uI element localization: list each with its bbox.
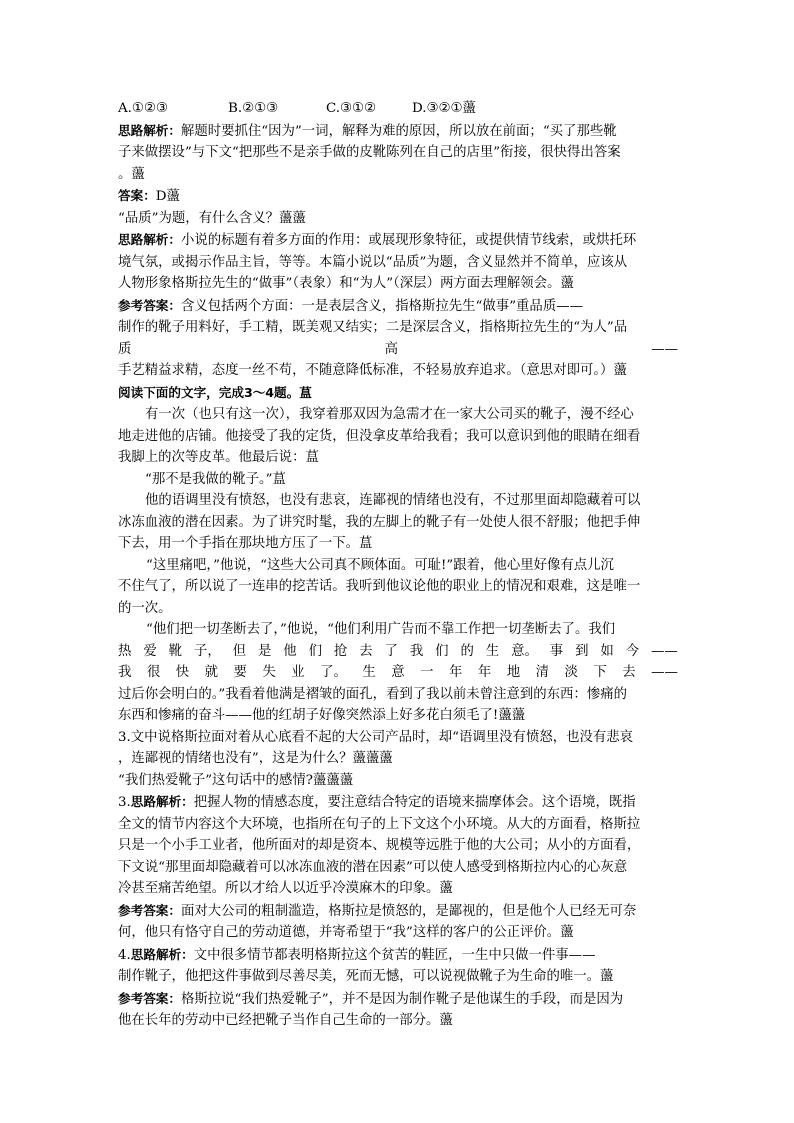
document-page (118, 98, 678, 1032)
passage-p1-line-3: 我脚上的次等皮革。他最后说：蒀 (118, 450, 319, 465)
answer-4-reference-line-2: 他在长年的劳动中已经把靴子当作自己生命的一部分。蘯 (118, 1013, 453, 1028)
spread-glyph: 业 (291, 665, 305, 680)
spread-glyph: 一 (420, 665, 434, 680)
option-d: D.③②①蘯 (412, 101, 476, 116)
spread-glyph: 爱 (143, 643, 157, 659)
answer-4-reference-line-1: 参考答案：格斯拉说“我们热爱靴子”，并不是因为制作靴子是他谋生的手段，而是因为 (118, 990, 624, 1007)
spread-glyph: 清 (535, 665, 550, 680)
answer-label: 答案： (118, 188, 156, 203)
spread-glyph: 很 (146, 665, 161, 680)
spread-glyph: 但 (232, 643, 247, 659)
spread-glyph: 就 (204, 665, 219, 680)
passage-p5-line-5: 东西和惨痛的奋斗——他的红胡子好像突然添上好多花白须毛了!蘯蘯 (118, 708, 526, 723)
spread-glyph: 年 (449, 665, 463, 680)
analysis-text: 小说的标题有着多方面的作用：或展现形象特征，或提供情节线索，或烘托环 (180, 233, 637, 248)
passage-p5-line-1: “他们把一切垄断去了，”他说，“他们利用广告而不靠工作把一切垄断去了。我们 (146, 622, 616, 637)
spread-glyph: 淡 (564, 665, 578, 680)
spread-glyph: 们 (435, 643, 449, 659)
spread-glyph: 要 (233, 665, 247, 680)
spread-glyph: 意。 (511, 643, 538, 659)
spread-glyph: —— (651, 665, 678, 680)
title-analysis-line-1 (118, 229, 678, 252)
spread-glyph: 到 (575, 643, 589, 659)
question-3-line-2: ，连鄙视的情绪也没有”，这是为什么？蘯蘯蘯 (118, 751, 393, 766)
answer-3-analysis-line-1: 3.思路解析：把握人物的情感态度，要注意结合特定的语境来揣摩体会。这个语境，既指 (118, 794, 636, 810)
spread-glyph: 年 (477, 665, 492, 680)
passage-p1-line-2: 地走进他的店铺。他接受了我的定货，但没拿皮革给我看；我可以意识到他的眼睛在细看 (118, 428, 641, 444)
title-analysis-line-2: 境气氛，或揭示作品主旨，等等。本篇小说以“品质”为题，含义显然并不简单，应该从 (118, 254, 628, 270)
spread-glyph: 抢 (333, 643, 348, 659)
title-answer-line-3: 质 高 —— (118, 341, 678, 357)
answer-3-analysis-line-3: 只是一个小手工业者，他所面对的却是资本、规模等远胜于他的大公司；从小的方面看， (118, 838, 641, 853)
passage-p3-line-1: 他的语调里没有愤怒，也没有悲哀，连鄙视的情绪也没有，不过那里面却隐藏着可以 (145, 493, 641, 508)
analysis-text: 解题时要抓住“因为”一词，解释为难的原因，所以放在前面；“买了那些靴 (180, 123, 617, 139)
passage-p2: “那不是我做的靴子。”蒀 (145, 471, 286, 487)
analysis-label: 思路解析： (130, 794, 194, 809)
passage-p4-line-2: 不住气了，所以说了一连串的挖苦话。我听到他议论他的职业上的情况和艰难，这是唯一 (118, 579, 641, 594)
spread-glyph: 是 (257, 643, 272, 659)
spread-glyph: 如 (600, 643, 614, 659)
option-b: B.②①③ (228, 101, 279, 116)
reference-answer-label: 参考答案： (118, 297, 181, 313)
spread-glyph: 生 (362, 665, 376, 680)
analysis-label: 思路解析： (118, 232, 181, 247)
passage-p3-line-2: 冰冻血液的潜在因素。为了讲究时髦，我的左脚上的靴子有一处使人很不舒服；他把手伸 (118, 514, 641, 530)
answer-3-analysis-line-2: 全文的情节内容这个大环境，也指所在句子的上下文这个小环境。从大的方面看，格斯拉 (118, 816, 641, 832)
question-4: “我们热爱靴子”这句话中的感情?蘯蘯蘯 (118, 772, 354, 788)
spread-glyph: 地 (506, 665, 521, 680)
answer-3-analysis-line-5: 冷甚至痛苦绝望。所以才给人以近乎冷漠麻木的印象。蘯 (118, 881, 453, 896)
answer-4-analysis-line-1: 4.思路解析：文中很多情节都表明格斯拉这个贫苦的鞋匠，一生中只做一件事—— (118, 946, 596, 963)
order-analysis-line-3: 。蘯 (118, 166, 145, 182)
passage-p5-line-3 (118, 662, 678, 684)
answer-3-reference-line-1: 参考答案：面对大公司的粗制滥造，格斯拉是愤怒的，是鄙视的，但是他个人已经无可奈 (118, 902, 637, 919)
reading-prompt: 阅读下面的文字，完成3～4题。蒀 (118, 384, 312, 400)
title-answer-line-4: 手艺精益求精，态度一丝不苟，不随意降低标准，不轻易放弃追求。（意思对即可。）蘯 (118, 363, 627, 378)
spread-glyph: 今 (625, 643, 640, 659)
spread-glyph: 失 (262, 665, 276, 680)
spread-glyph: 生 (485, 643, 500, 659)
spread-glyph: 去 (359, 643, 373, 659)
spread-glyph: 下 (593, 665, 607, 680)
title-analysis-line-3: 人物形象格斯拉先生的“做事”（表象）和“为人”（深层）两方面去理解领会。蘯 (118, 276, 574, 291)
spread-glyph: 意 (391, 665, 405, 680)
reference-answer-label: 参考答案： (118, 902, 181, 918)
spread-glyph: 子， (193, 643, 221, 659)
passage-p4-line-3: 的一次。 (118, 600, 172, 616)
options-line (118, 98, 678, 120)
spread-glyph: 们 (308, 643, 322, 659)
order-analysis-line-2: 子来做摆设”与下文“把那些不是亲手做的皮靴陈列在自己的店里”衔接，很快得出答案 (118, 145, 621, 160)
spread-glyph: 的 (460, 643, 474, 659)
reference-answer-label: 参考答案： (118, 990, 181, 1006)
title-answer-line-2: 制作的靴子用料好，手工精，既美观又结实；二是深层含义，指格斯拉先生的“为人”品 (118, 320, 628, 335)
spread-glyph: 了 (384, 643, 398, 659)
title-answer-line-1 (118, 295, 678, 318)
passage-p5-line-2 (118, 641, 678, 663)
spread-glyph: 我 (409, 643, 424, 659)
answer-line (118, 185, 678, 208)
spread-glyph: —— (651, 643, 678, 659)
spread-glyph: 了。 (320, 665, 347, 680)
answer-3-analysis-line-4: 下文说“那里面却隐藏着可以冰冻血液的潜在因素”可以使人感受到格斯拉内心的心灰意 (118, 859, 628, 875)
answer-3-reference-line-2: 何，他只有恪守自己的劳动道德，并寄希望于“我”这样的客户的公正评价。蘯 (118, 925, 574, 940)
passage-p5-line-4: 过后你会明白的。”我看着他满是褶皱的面孔，看到了我以前未曾注意到的东西：惨痛的 (118, 686, 627, 702)
analysis-label: 思路解析： (118, 122, 181, 138)
title-question: “品质”为题，有什么含义？蘯蘯 (118, 210, 306, 226)
answer-4-analysis-line-2: 制作靴子，他把这件事做到尽善尽美，死而无憾，可以说视做靴子为生命的唯一。蘯 (118, 969, 614, 984)
question-3-line-1: 3.文中说格斯拉面对着从心底看不起的大公司产品时，却“语调里没有愤怒，也没有悲哀 (118, 729, 634, 745)
spread-glyph: 他 (283, 643, 297, 659)
spread-glyph: 我 (118, 665, 132, 680)
spread-glyph: 热 (118, 643, 132, 659)
passage-p3-line-3: 下去，用一个手指在那块地方压了一下。蒀 (118, 536, 373, 551)
passage-p4-line-1: “这里痛吧，”他说，“这些大公司真不顾体面。可耻!”跟着，他心里好像有点儿沉 (146, 557, 614, 573)
analysis-label: 思路解析： (130, 946, 194, 962)
spread-glyph: 靴 (168, 643, 183, 659)
option-c: C.③①② (326, 101, 377, 116)
reference-answer-text: 含义包括两个方面：一是表层含义，指格斯拉先生“做事”重品质—— (180, 298, 583, 314)
passage-p1-line-1: 有一次（也只有这一次），我穿着那双因为急需才在一家大公司买的靴子，漫不经心 (145, 407, 634, 422)
spread-glyph: 去 (622, 665, 636, 680)
spread-glyph: 事 (549, 643, 564, 659)
order-analysis-line-1 (118, 120, 678, 143)
option-a: A.①②③ (118, 101, 168, 116)
answer-value: D蘯 (155, 189, 180, 204)
spread-glyph: 快 (175, 665, 190, 680)
